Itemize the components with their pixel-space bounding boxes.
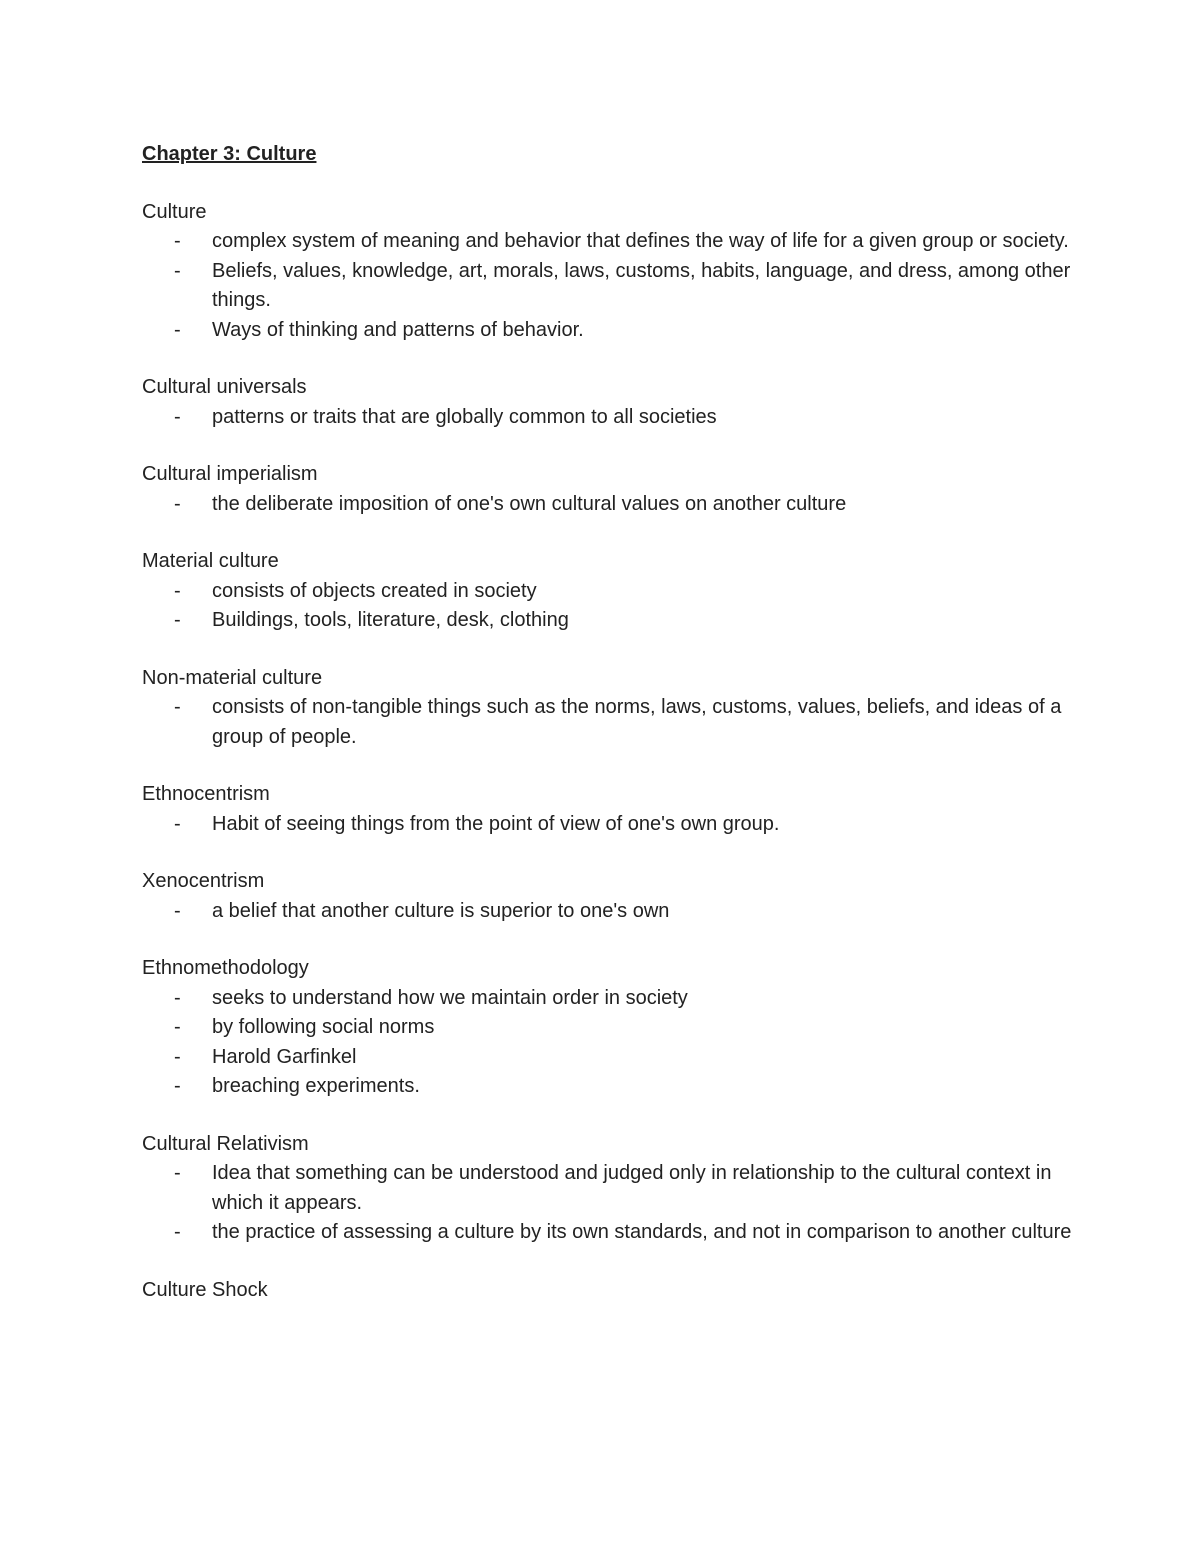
section (142, 1276, 1072, 1306)
section-term: Ethnocentrism (142, 783, 270, 805)
list-item (142, 316, 1072, 346)
list-item (142, 1043, 1072, 1073)
section-term: Cultural imperialism (142, 463, 318, 485)
bullet-dash: - (174, 812, 181, 835)
bullet-dash: - (174, 579, 181, 602)
bullet-dash: - (174, 1075, 181, 1097)
list-item-text: Harold Garfinkel (212, 1045, 357, 1068)
bullet-list (142, 984, 1072, 1102)
list-item (142, 1013, 1072, 1043)
section (142, 1130, 1072, 1248)
section-term: Culture Shock (142, 1278, 268, 1301)
bullet-dash: - (174, 1221, 181, 1243)
section (142, 954, 1072, 1102)
section-term: Cultural universals (142, 376, 307, 398)
list-item (142, 403, 1072, 433)
list-item-text: Buildings, tools, literature, desk, clothing (212, 609, 569, 631)
section-term: Ethnomethodology (142, 957, 309, 979)
bullet-dash: - (174, 696, 181, 718)
bullet-dash: - (174, 986, 181, 1009)
page-title: Chapter 3: Culture (142, 143, 317, 165)
bullet-dash: - (174, 259, 181, 282)
bullet-dash: - (174, 492, 181, 515)
section-term: Culture (142, 200, 207, 223)
list-item-text: complex system of meaning and behavior that defines the way of life for a given group or society. (212, 230, 1069, 252)
list-item-text: the deliberate imposition of one's own cultural values on another culture (212, 492, 847, 515)
bullet-list (142, 810, 1072, 840)
section (142, 780, 1072, 839)
section (142, 460, 1072, 519)
list-item (142, 490, 1072, 520)
list-item (142, 1072, 1072, 1102)
list-item-text: seeks to understand how we maintain order in society (212, 986, 688, 1009)
bullet-list (142, 1159, 1072, 1248)
bullet-dash: - (174, 1162, 181, 1184)
section (142, 373, 1072, 432)
list-item (142, 1218, 1072, 1248)
section-term: Cultural Relativism (142, 1132, 309, 1155)
bullet-dash: - (174, 318, 181, 341)
list-item (142, 693, 1072, 752)
list-item (142, 606, 1072, 636)
list-item-text: a belief that another culture is superior to one's own (212, 899, 670, 922)
list-item-text: Beliefs, values, knowledge, art, morals, laws, customs, habits, language, and dress, among other things. (212, 259, 1071, 311)
bullet-dash: - (174, 899, 181, 922)
list-item (142, 257, 1072, 316)
list-item (142, 897, 1072, 927)
bullet-list (142, 897, 1072, 927)
list-item (142, 810, 1072, 840)
document-page (142, 140, 1072, 1333)
bullet-list (142, 693, 1072, 752)
list-item-text: Ways of thinking and patterns of behavior. (212, 318, 584, 341)
list-item-text: by following social norms (212, 1016, 435, 1038)
list-item (142, 984, 1072, 1014)
list-item-text: consists of non-tangible things such as the norms, laws, customs, values, beliefs, and ideas of a group of people. (212, 696, 1062, 748)
section-list (142, 198, 1072, 1306)
bullet-list (142, 227, 1072, 345)
bullet-dash: - (174, 609, 181, 631)
bullet-dash: - (174, 405, 181, 428)
section-term: Non-material culture (142, 666, 323, 689)
bullet-dash: - (174, 1016, 181, 1038)
list-item-text: Habit of seeing things from the point of view of one's own group. (212, 812, 780, 835)
list-item (142, 577, 1072, 607)
list-item-text: patterns or traits that are globally common to all societies (212, 405, 717, 428)
section (142, 547, 1072, 636)
list-item (142, 227, 1072, 257)
section (142, 867, 1072, 926)
section (142, 664, 1072, 753)
bullet-list (142, 577, 1072, 636)
bullet-dash: - (174, 1045, 181, 1068)
list-item (142, 1159, 1072, 1218)
bullet-list (142, 490, 1072, 520)
section-term: Xenocentrism (142, 870, 265, 892)
list-item-text: Idea that something can be understood and judged only in relationship to the cultural context in which it appears. (212, 1162, 1052, 1214)
bullet-dash: - (174, 230, 181, 252)
bullet-list (142, 403, 1072, 433)
list-item-text: breaching experiments. (212, 1075, 420, 1097)
list-item-text: consists of objects created in society (212, 579, 537, 602)
section-term: Material culture (142, 550, 279, 572)
section (142, 198, 1072, 346)
list-item-text: the practice of assessing a culture by its own standards, and not in comparison to another culture (212, 1221, 1072, 1243)
